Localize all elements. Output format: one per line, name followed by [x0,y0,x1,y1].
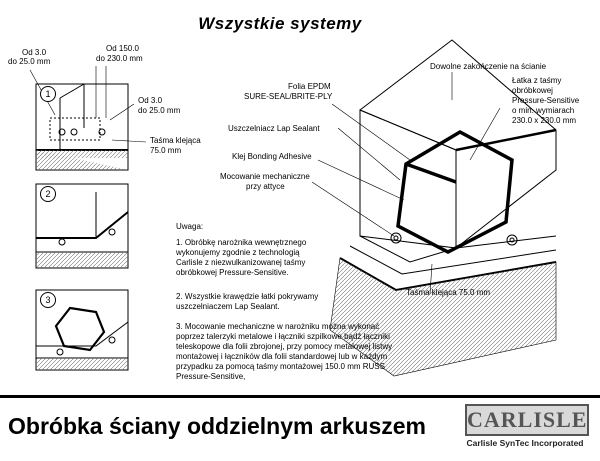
fastening-label-line1: Mocowanie mechaniczne [220,172,310,181]
notes-heading: Uwaga: [176,222,204,231]
step-2-marker: 2 [40,186,56,202]
detail-1-drawing [30,66,146,170]
patch-label-line3: Pressure-Sensitive [512,96,580,105]
tape-label-line2: 75.0 mm [150,146,182,155]
patch-label-line1: Łatka z taśmy [512,76,562,85]
note-2: 2. Wszystkie krawędzie łatki pokrywamy uszczelniaczem Lap Sealant. [176,292,319,311]
step-1-marker: 1 [40,86,56,102]
patch-label-line4: o min. wymiarach [512,106,575,115]
patch-label-line5: 230.0 x 230.0 mm [512,116,577,125]
step-3-marker: 3 [40,292,56,308]
dim-top-left-line1: Od 3.0 [22,48,47,57]
dim-top-mid-line1: Od 150.0 [106,44,139,53]
termination-label: Dowolne zakończenie na ścianie [430,62,547,71]
dim-right-line2: do 25.0 mm [138,106,181,115]
logo-wordmark: CARLISLE [465,404,589,436]
patch-label-line2: obróbkowej [512,86,553,95]
note-3: 3. Mocowanie mechaniczne w narożniku można wykonać poprzez talerzyki metalowe i łączniki szpilkowe bądź łączniki teleskopowe dla folii zbrojonej, przy pomocy metalowej listwy montażowej i łączników dla folii standardowej lub w każdym przypadku za pomocą taśmy montażowej 150.0 mm RUSS Pressure-Sensitive, [176,322,393,381]
note-1: 1. Obróbkę narożnika wewnętrznego wykonujemy zgodnie z technologią Carlisle z niezwulkanizowanej taśmy obróbkowej Pressure-Sensitive. [176,238,307,277]
footer-title: Obróbka ściany oddzielnym arkuszem [8,413,426,439]
membrane-label-line2: SURE-SEAL/BRITE-PLY [244,92,333,101]
sealant-label: Uszczelniacz Lap Sealant [228,124,320,133]
dim-right-line1: Od 3.0 [138,96,163,105]
fastening-label-line2: przy attyce [246,182,285,191]
tape-label-line1: Taśma klejąca [150,136,201,145]
membrane-label-line1: Folia EPDM [288,82,331,91]
dim-top-left-line2: do 25.0 mm [8,57,51,66]
dim-top-mid-line2: do 230.0 mm [96,54,143,63]
tape-bottom-label: Taśma klejąca 75.0 mm [406,288,491,297]
adhesive-label: Klej Bonding Adhesive [232,152,312,161]
page-title: Wszystkie systemy [198,14,362,33]
carlisle-logo [459,402,591,452]
logo-subtitle: Carlisle SynTec Incorporated [466,438,584,448]
